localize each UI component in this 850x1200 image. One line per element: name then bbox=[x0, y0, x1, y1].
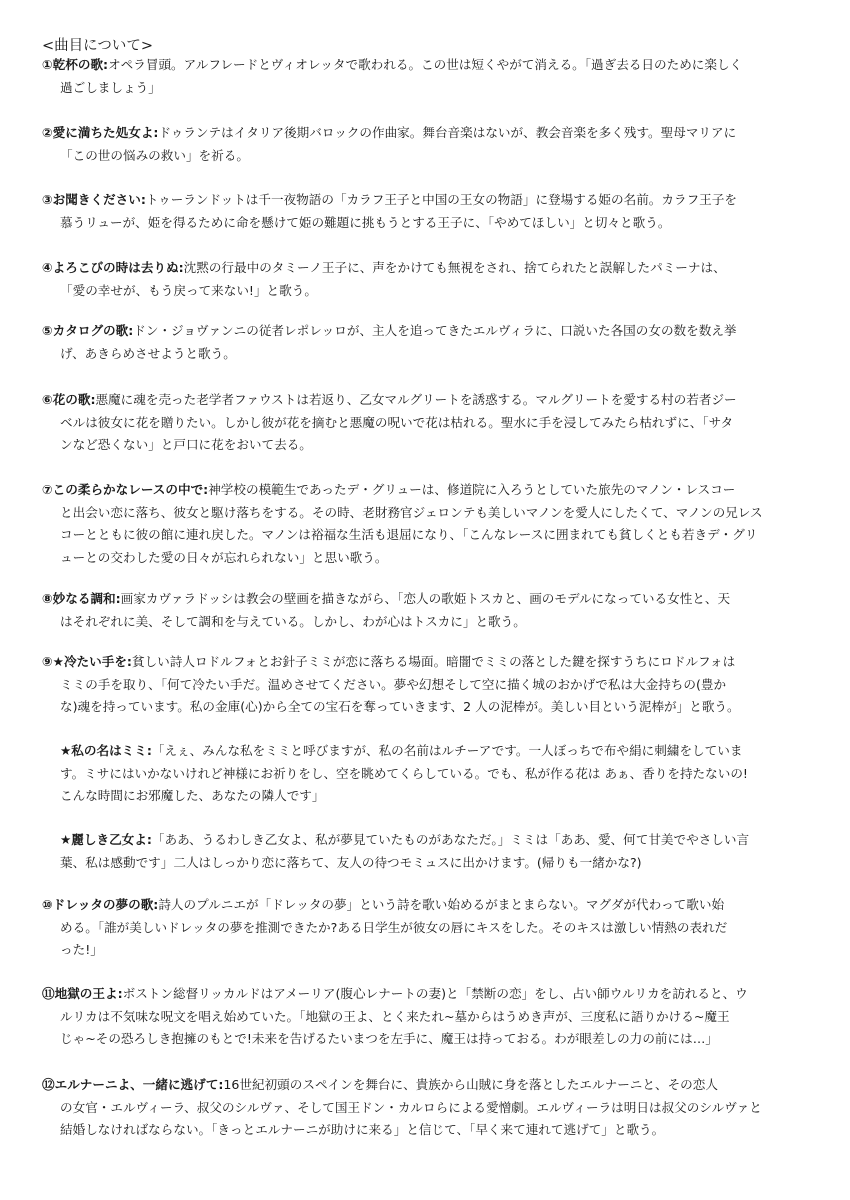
entry-text: 悪魔に魂を売った老学者ファウストは若返り、乙女マルグリートを誘惑する。マルグリートを愛する村の若者ジー bbox=[95, 392, 737, 407]
entry-9 bbox=[42, 651, 814, 719]
entry-title: ⑨★冷たい手を: bbox=[42, 654, 132, 669]
section-heading: <曲目について> bbox=[42, 38, 154, 54]
entry-text: ドン・ジョヴァンニの従者レポレッロが、主人を追ってきたエルヴィラに、口説いた各国の女の数を数え挙 bbox=[133, 323, 737, 338]
entry-2 bbox=[42, 122, 814, 167]
entry-title: ⑦この柔らかなレースの中で: bbox=[42, 482, 209, 497]
entry-title: ⑥花の歌: bbox=[42, 392, 96, 407]
entry-text: ルリカは不気味な呪文を唱え始めていた。「地獄の王よ、とく来たれ~墓からはうめき声が、三度私に語りかける~魔王 bbox=[60, 1008, 730, 1024]
entry-6 bbox=[42, 389, 814, 457]
entry-text: げ、あきらめさせようと歌う。 bbox=[60, 345, 236, 361]
entry-text: 葉、私は感動です」二人はしっかり恋に落ちて、友人の待つモミュスに出かけます。(帰りも一緒かな?) bbox=[60, 854, 642, 870]
entry-text: はそれぞれに美、そして調和を与えている。しかし、わが心はトスカに」と歌う。 bbox=[60, 613, 526, 629]
entry-title: ⑧妙なる調和: bbox=[42, 591, 121, 606]
entry-text: こんな時間にお邪魔した、あなたの隣人です」 bbox=[60, 788, 325, 803]
entry-text: 16世紀初頭のスペインを舞台に、貴族から山賊に身を落としたエルナーニと、その恋人 bbox=[223, 1077, 718, 1092]
entry-title: ★麗しき乙女よ: bbox=[60, 832, 152, 847]
entry-5 bbox=[42, 320, 814, 365]
entry-text: コーとともに彼の館に連れ戻した。マノンは裕福な生活も退屈になり、「こんなレースに囲まれても貧しくとも若きデ・グリ bbox=[60, 527, 758, 542]
entry-text: 過ごしましょう」 bbox=[60, 79, 161, 95]
entry-text: ミミの手を取り、「何て冷たい手だ。温めさせてください。夢や幻想そして空に描く城のおかげで私は大金持ちの(豊か bbox=[60, 676, 727, 692]
entry-title: ⑪地獄の王よ: bbox=[42, 986, 123, 1001]
entry-text: ンなど恐くない」と戸口に花をおいて去る。 bbox=[60, 437, 312, 452]
entry-text: オペラ冒頭。アルフレードとヴィオレッタで歌われる。この世は短くやがて消える。「過ぎ去る日のために楽しく bbox=[108, 57, 743, 72]
entry-text: 神学校の模範生であったデ・グリューは、修道院に入ろうとしていた旅先のマノン・レスコー bbox=[208, 482, 736, 497]
entry-8 bbox=[42, 588, 814, 633]
entry-7 bbox=[42, 479, 814, 569]
entry-text: 「愛の幸せが、もう戻って来ない!」と歌う。 bbox=[60, 282, 317, 298]
entry-title: ★私の名はミミ: bbox=[60, 743, 152, 758]
entry-text: ューとの交わした愛の日々が忘れられない」と思い歌う。 bbox=[60, 549, 388, 565]
entry-text: ドゥランテはイタリア後期バロックの作曲家。舞台音楽はないが、教会音楽を多く残す。聖母マリアに bbox=[158, 125, 737, 140]
entry-text: 「この世の悩みの救い」を祈る。 bbox=[60, 147, 249, 163]
entry-text: 結婚しなければならない。「きっとエルナーニが助けに来る」と信じて、「早く来て連れて逃げて」と歌う。 bbox=[60, 1122, 665, 1137]
entry-text: 「ああ、うるわしき乙女よ、私が夢見ていたものがあなただ。」ミミは「ああ、愛、何て甘美でやさしい言 bbox=[151, 832, 750, 847]
entry-text: トゥーランドットは千一夜物語の「カラフ王子と中国の王女の物語」に登場する姫の名前。カラフ王子を bbox=[145, 192, 737, 207]
entry-11 bbox=[42, 983, 814, 1051]
entry-title: ⑤カタログの歌: bbox=[42, 323, 134, 338]
entry-12 bbox=[42, 1074, 814, 1142]
entry-9-sub-1 bbox=[60, 740, 814, 808]
entry-title: ①乾杯の歌: bbox=[42, 57, 109, 72]
entry-text: な)魂を持っています。私の金庫(心)から全ての宝石を奪っていきます、2 人の泥棒が。美しい目という泥棒が」と歌う。 bbox=[60, 699, 740, 714]
entry-title: ④よろこびの時は去りぬ: bbox=[42, 260, 184, 275]
entry-text: ボストン総督リッカルドはアメーリア(腹心レナートの妻)と「禁断の恋」をし、占い師ウルリカを訪れると、ウ bbox=[122, 986, 748, 1001]
entry-title: ③お聞きください: bbox=[42, 192, 146, 207]
entry-text: った!」 bbox=[60, 942, 103, 957]
entry-text: す。ミサにはいかないけれど神様にお祈りをし、空を眺めてくらしている。でも、私が作る花は あぁ、香りを持たないの! bbox=[60, 765, 748, 781]
entry-text: 慕うリューが、姫を得るために命を懸けて姫の難題に挑もうとする王子に、「やめてほしい」と切々と歌う。 bbox=[60, 214, 671, 230]
entry-text: 画家カヴァラドッシは教会の壁画を描きながら、「恋人の歌姫トスカと、画のモデルになっている女性と、天 bbox=[120, 591, 731, 606]
entry-text: と出会い恋に落ち、彼女と駆け落ちをする。その時、老財務官ジェロンテも美しいマノンを愛人にしたくて、マノンの兄レス bbox=[60, 504, 763, 520]
entry-text: 貧しい詩人ロドルフォとお針子ミミが恋に落ちる場面。暗闇でミミの落とした鍵を探すうちにロドルフォは bbox=[131, 654, 736, 669]
entry-1 bbox=[42, 54, 814, 99]
entry-text: 沈黙の行最中のタミーノ王子に、声をかけても無視をされ、捨てられたと誤解したパミーナは、 bbox=[183, 260, 726, 275]
entry-title: ⑩ドレッタの夢の歌: bbox=[42, 897, 159, 912]
entry-text: じゃ~その恐ろしき抱擁のもとで!未来を告げるたいまつを左手に、魔王は持っておる。わが眼差しの力の前には…」 bbox=[60, 1031, 718, 1046]
entry-title: ⑫エルナーニよ、一緒に逃げて: bbox=[42, 1077, 224, 1092]
entry-text: 「えぇ、みんな私をミミと呼びますが、私の名前はルチーアです。一人ぼっちで布や絹に刺繍をしていま bbox=[151, 743, 743, 758]
entry-title: ②愛に満ちた処女よ: bbox=[42, 125, 159, 140]
entry-text: の女官・エルヴィーラ、叔父のシルヴァ、そして国王ドン・カルロらによる愛憎劇。エルヴィーラは明日は叔父のシルヴァと bbox=[60, 1099, 762, 1115]
entry-9-sub-2 bbox=[60, 829, 814, 874]
entry-text: 詩人のプルニエが「ドレッタの夢」という詩を歌い始めるがまとまらない。マグダが代わって歌い始 bbox=[158, 897, 725, 912]
entry-10 bbox=[42, 894, 814, 962]
entry-4 bbox=[42, 257, 814, 302]
entry-text: ベルは彼女に花を贈りたい。しかし彼が花を摘むと悪魔の呪いで花は枯れる。聖水に手を浸してみたら枯れずに、「サタ bbox=[60, 414, 734, 430]
entry-3 bbox=[42, 189, 814, 234]
entry-text: める。「誰が美しいドレッタの夢を推測できたか?ある日学生が彼女の唇にキスをした。そのキスは激しい情熱の表れだ bbox=[60, 919, 728, 935]
